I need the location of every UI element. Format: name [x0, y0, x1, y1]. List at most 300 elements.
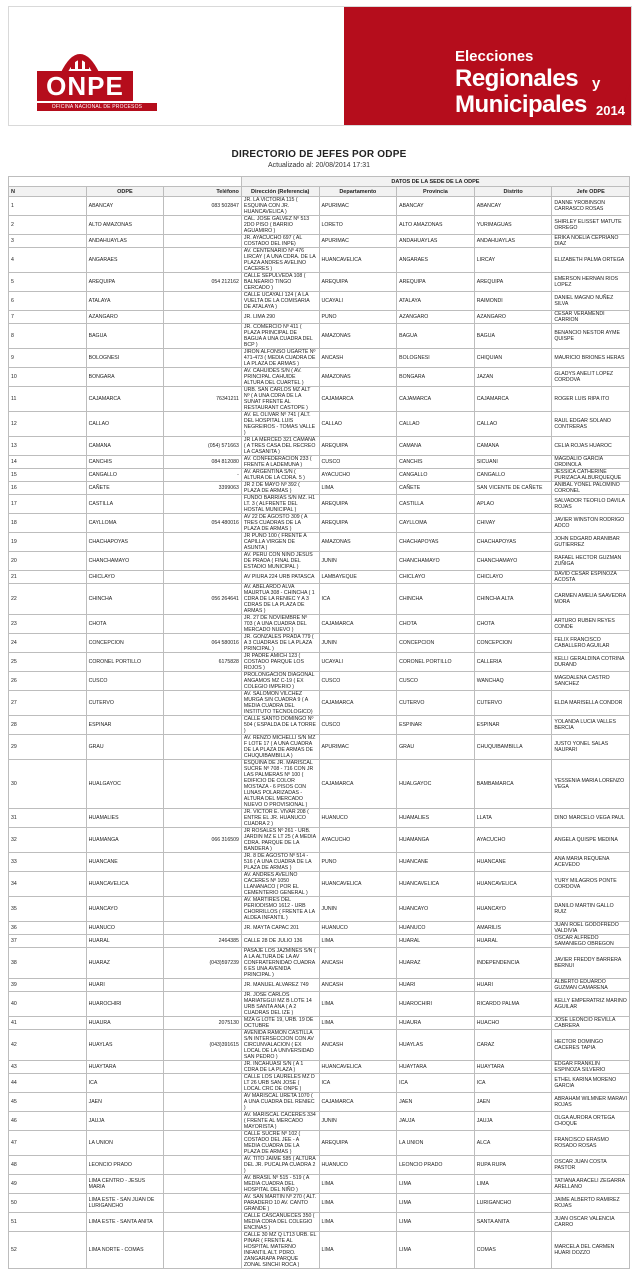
table-row: [9, 514, 630, 533]
cell-address: AV 22 DE AGOSTO 309 ( A TRES CUADRAS DE LA PLAZA DE ARMAS ): [241, 514, 319, 533]
cell-address: JR. JOSE CARLOS MARIATEGUI MZ B LOTE 14 URB SANTA ANA ( A 2 CUADRAS DEL IZE ): [241, 992, 319, 1017]
cell-chief-name: JAIME ALBERTO RAMIREZ ROJAS: [552, 1194, 630, 1213]
cell-odpe-name: HUARI: [86, 979, 164, 992]
cell-department: CAJAMARCA: [319, 691, 397, 716]
table-row: [9, 292, 630, 311]
cell-department: AMAZONAS: [319, 324, 397, 349]
cell-department: UCAYALI: [319, 653, 397, 672]
cell-chief-name: ELIZABETH PALMA ORTEGA: [552, 248, 630, 273]
cell-row-number: 6: [9, 292, 87, 311]
elections-title-y: y: [592, 75, 601, 92]
cell-odpe-name: CASTILLA: [86, 495, 164, 514]
column-header-phone: Teléfono: [164, 187, 242, 197]
cell-department: LIMA: [319, 1194, 397, 1213]
table-row: [9, 1175, 630, 1194]
cell-phone: [164, 292, 242, 311]
cell-department: HUANCAVELICA: [319, 1061, 397, 1074]
cell-phone: [164, 922, 242, 935]
table-row: [9, 368, 630, 387]
cell-phone: [164, 1213, 242, 1232]
cell-address: CALLE LOS LAURELES MZ D LT 26 URB SAN JOSE ( LOCAL CRC DE ONPE ): [241, 1074, 319, 1093]
table-row: [9, 437, 630, 456]
cell-address: JR. INCAHUASI S/N ( A 1 CDRA DE LA PLAZA ): [241, 1061, 319, 1074]
cell-department: CUSCO: [319, 716, 397, 735]
cell-chief-name: DINO MARCELO VEGA PAUL: [552, 809, 630, 828]
header-banner: [8, 6, 632, 126]
cell-province: LEONCIO PRADO: [397, 1156, 475, 1175]
cell-address: CALLE SANTO DOMINGO Nº 504 ( ESPALDA DE LA TORRE ): [241, 716, 319, 735]
cell-chief-name: CELIA ROJAS HUAROC: [552, 437, 630, 456]
table-row: [9, 1017, 630, 1030]
onpe-logo-text: ONPE: [46, 71, 124, 101]
cell-address: JR 2 DE MAYO Nº 392 ( PLAZA DE ARMAS ): [241, 482, 319, 495]
cell-province: CHOTA: [397, 615, 475, 634]
cell-department: HUANUCO: [319, 809, 397, 828]
cell-department: JUNIN: [319, 897, 397, 922]
cell-row-number: 40: [9, 992, 87, 1017]
table-row: [9, 979, 630, 992]
cell-department: CALLAO: [319, 412, 397, 437]
cell-department: APURIMAC: [319, 197, 397, 216]
cell-chief-name: DANIEL MAGNO NUÑEZ SILVA: [552, 292, 630, 311]
cell-row-number: 52: [9, 1232, 87, 1269]
cell-district: SICUANI: [474, 456, 552, 469]
cell-row-number: 24: [9, 634, 87, 653]
cell-phone: [164, 716, 242, 735]
cell-address: CALLE CASCANUECES 350 ( MEDIA CDRA DEL COLEGIO ENCINAS ): [241, 1213, 319, 1232]
cell-odpe-name: HUANCANE: [86, 853, 164, 872]
table-row: [9, 634, 630, 653]
table-row: [9, 935, 630, 948]
cell-chief-name: JUAN OSCAR VALENCIA CARRO: [552, 1213, 630, 1232]
cell-chief-name: ANIBAL YONEL PALOMINO CORONEL: [552, 482, 630, 495]
table-row: [9, 469, 630, 482]
cell-district: CHICLAYO: [474, 571, 552, 584]
cell-row-number: 10: [9, 368, 87, 387]
cell-department: LIMA: [319, 1175, 397, 1194]
table-row: [9, 571, 630, 584]
cell-department: JUNIN: [319, 552, 397, 571]
table-row: [9, 495, 630, 514]
cell-province: HUANCAYO: [397, 897, 475, 922]
cell-odpe-name: HUARAL: [86, 935, 164, 948]
cell-chief-name: ARTURO RUBEN REYES CONDE: [552, 615, 630, 634]
table-row: [9, 273, 630, 292]
cell-address: AV MARISCAL URETA 1070 ( A UNA CUADRA DEL RENIEC ): [241, 1093, 319, 1112]
cell-phone: 76341211: [164, 387, 242, 412]
cell-province: BOLOGNESI: [397, 349, 475, 368]
cell-chief-name: KELLY EMPERATRIZ MARINO AGUILAR: [552, 992, 630, 1017]
cell-province: CHICLAYO: [397, 571, 475, 584]
cell-chief-name: MAGDALIO GARCIA ORDINOLA: [552, 456, 630, 469]
cell-phone: [164, 552, 242, 571]
cell-province: HUAURA: [397, 1017, 475, 1030]
cell-phone: [164, 735, 242, 760]
cell-chief-name: BENANCIO NESTOR AYME QUISPE: [552, 324, 630, 349]
table-row: [9, 235, 630, 248]
cell-district: HUACHO: [474, 1017, 552, 1030]
cell-odpe-name: CHICLAYO: [86, 571, 164, 584]
cell-chief-name: DANNE YROBINSON CARRASCO ROSAS: [552, 197, 630, 216]
document-title: DIRECTORIO DE JEFES POR ODPE: [231, 149, 407, 160]
section-spacer-left: [9, 177, 242, 187]
cell-chief-name: SHIRLEY ELISSET MATUTE ORREGO: [552, 216, 630, 235]
cell-province: LIMA: [397, 1194, 475, 1213]
cell-row-number: 2: [9, 216, 87, 235]
cell-province: CORONEL PORTILLO: [397, 653, 475, 672]
table-row: [9, 216, 630, 235]
table-row: [9, 922, 630, 935]
cell-phone: [164, 1194, 242, 1213]
table-row: [9, 1213, 630, 1232]
cell-address: JR. COMERCIO Nº 411 ( PLAZA PRINCIPAL DE BAGUA A UNA CUADRA DEL BCP ): [241, 324, 319, 349]
cell-department: HUANCAVELICA: [319, 872, 397, 897]
cell-address: JR. 8 DE AGOSTO Nº 514 - 516 ( A UNA CUADRA DE LA PLAZA DE ARMAS ): [241, 853, 319, 872]
cell-address: ESQUINA DE JR. MARISCAL SUCRE Nº 708 - 716 CON JR LAS PALMERAS Nº 100 ( EDIFICIO DE COLOR MOSTAZA - 6 PISOS CON LUNAS POLARIZADAS - ALTURA DEL MERCADO NUEVO O PROVISIONAL ): [241, 760, 319, 809]
table-row: [9, 311, 630, 324]
cell-row-number: 30: [9, 760, 87, 809]
cell-odpe-name: CAJAMARCA: [86, 387, 164, 412]
cell-department: HUANUCO: [319, 1156, 397, 1175]
cell-row-number: 14: [9, 456, 87, 469]
table-row: [9, 1074, 630, 1093]
cell-phone: 083 502847: [164, 197, 242, 216]
cell-province: HUANCANE: [397, 853, 475, 872]
cell-department: PUNO: [319, 853, 397, 872]
cell-address: JR. MANUEL ALVAREZ 749: [241, 979, 319, 992]
section-header-row: [9, 177, 630, 187]
cell-province: LA UNION: [397, 1131, 475, 1156]
cell-district: CHINCHA ALTA: [474, 584, 552, 615]
cell-chief-name: ELDA MARISELLA CONDOR: [552, 691, 630, 716]
cell-department: ANCASH: [319, 979, 397, 992]
cell-province: HUARAL: [397, 935, 475, 948]
cell-odpe-name: GRAU: [86, 735, 164, 760]
cell-address: AV. CAHUIDES S/N ( AV. PRINCIPAL CAHUIDE ALTURA DEL CUARTEL ): [241, 368, 319, 387]
cell-odpe-name: CONCEPCION: [86, 634, 164, 653]
cell-district: ANDAHUAYLAS: [474, 235, 552, 248]
table-row: [9, 615, 630, 634]
cell-chief-name: JAVIER FREDDY BARRERA BERNUI: [552, 948, 630, 979]
table-row: [9, 735, 630, 760]
cell-department: CAJAMARCA: [319, 760, 397, 809]
cell-phone: [164, 809, 242, 828]
cell-odpe-name: HUAMANGA: [86, 828, 164, 853]
cell-row-number: 48: [9, 1156, 87, 1175]
cell-phone: [164, 1131, 242, 1156]
cell-province: JAEN: [397, 1093, 475, 1112]
cell-district: ALCA: [474, 1131, 552, 1156]
cell-chief-name: KELLI GERALDINA COTRINA DURAND: [552, 653, 630, 672]
cell-odpe-name: BAGUA: [86, 324, 164, 349]
cell-row-number: 38: [9, 948, 87, 979]
cell-row-number: 16: [9, 482, 87, 495]
cell-row-number: 9: [9, 349, 87, 368]
cell-row-number: 8: [9, 324, 87, 349]
table-row: [9, 197, 630, 216]
cell-address: AV. ARGENTINA S/N ( ALTURA DE LA CDRA. 5 ): [241, 469, 319, 482]
cell-phone: [164, 615, 242, 634]
cell-address: AV. CENTENARIO Nº 476 LIRCAY ( A UNA CDRA. DE LA PLAZA ANDRES AVELINO CACERES ): [241, 248, 319, 273]
cell-department: ANCASH: [319, 349, 397, 368]
cell-district: CHOTA: [474, 615, 552, 634]
cell-province: ATALAYA: [397, 292, 475, 311]
cell-department: ANCASH: [319, 948, 397, 979]
cell-district: CHIVAY: [474, 514, 552, 533]
cell-row-number: 32: [9, 828, 87, 853]
cell-row-number: 42: [9, 1030, 87, 1061]
cell-address: AV PIURA 224 URB PATASCA: [241, 571, 319, 584]
cell-chief-name: RAUL EDGAR SOLANO CONTRERAS: [552, 412, 630, 437]
cell-department: LIMA: [319, 1017, 397, 1030]
cell-row-number: 47: [9, 1131, 87, 1156]
cell-district: INDEPENDENCIA: [474, 948, 552, 979]
cell-odpe-name: AREQUIPA: [86, 273, 164, 292]
cell-province: ESPINAR: [397, 716, 475, 735]
cell-chief-name: JESSICA CATHERINE PURIZACA ALBURQUEQUE: [552, 469, 630, 482]
onpe-logo-subtitle: OFICINA NACIONAL DE PROCESOS ELECTORALES: [37, 103, 157, 111]
cell-address: AV. EL OLIVAR Nº 741 ( ALT. DEL HOSPITAL LUIS NEGREIROS - TOMAS VALLE ): [241, 412, 319, 437]
cell-district: RAIMONDI: [474, 292, 552, 311]
cell-district: RICARDO PALMA: [474, 992, 552, 1017]
cell-address: FUNDO BARRIAS S/N MZ. H1 LT. 3 ( ALFRENTE DEL HOSTAL MUNICIPAL ): [241, 495, 319, 514]
cell-province: HUAYTARA: [397, 1061, 475, 1074]
cell-department: CAJAMARCA: [319, 615, 397, 634]
cell-odpe-name: CANCHIS: [86, 456, 164, 469]
table-row: [9, 897, 630, 922]
table-row: [9, 992, 630, 1017]
cell-department: HUANUCO: [319, 922, 397, 935]
cell-phone: [164, 311, 242, 324]
cell-row-number: 27: [9, 691, 87, 716]
table-row: [9, 853, 630, 872]
cell-phone: [164, 760, 242, 809]
banner-left-panel: [9, 7, 344, 125]
cell-phone: [164, 1175, 242, 1194]
cell-chief-name: EMERSON HERNAN RIOS LOPEZ: [552, 273, 630, 292]
cell-address: JR ROSALES Nº 261 - URB. JARDIN MZ E LT 25 ( A MEDIA CDRA. PARQUE DE LA BANDERA ): [241, 828, 319, 853]
cell-chief-name: JOSE LEONCIO REVILLA CABRERA: [552, 1017, 630, 1030]
cell-row-number: 5: [9, 273, 87, 292]
cell-address: AV. ABELARDO ALVA MAURTUA 308 - CHINCHA ( 1 CDRA DE LA RENIEC Y A 3 CDRAS DE LA PLAZA DE ARMAS ): [241, 584, 319, 615]
cell-district: CAMANA: [474, 437, 552, 456]
cell-chief-name: HECTOR DOMINGO CACERES TAPIA: [552, 1030, 630, 1061]
cell-department: AREQUIPA: [319, 514, 397, 533]
cell-district: BAMBAMARCA: [474, 760, 552, 809]
column-header-chief-name: Jefe ODPE: [552, 187, 630, 197]
cell-province: BONGARA: [397, 368, 475, 387]
cell-address: PROLONGACION DIAGONAL ANGAMOS MZ C-19 ( EX COLEGIO IMPERIO ): [241, 672, 319, 691]
cell-row-number: 43: [9, 1061, 87, 1074]
cell-row-number: 37: [9, 935, 87, 948]
cell-chief-name: CARMEN AMELIA SAAVEDRA MORA: [552, 584, 630, 615]
cell-department: LIMA: [319, 992, 397, 1017]
cell-address: CALLE UCAYALI 124 ( A LA VUELTA DE LA COMISARIA DE ATALAYA ): [241, 292, 319, 311]
table-row: [9, 716, 630, 735]
cell-chief-name: GLADYS ANELIT LOPEZ CORDOVA: [552, 368, 630, 387]
table-row: [9, 349, 630, 368]
cell-address: AV. MARISCAL CACERES 334 ( FRENTE AL MERCADO MAYORISTA ): [241, 1112, 319, 1131]
cell-province: CAMANA: [397, 437, 475, 456]
cell-phone: [164, 235, 242, 248]
cell-row-number: 50: [9, 1194, 87, 1213]
cell-odpe-name: BOLOGNESI: [86, 349, 164, 368]
cell-row-number: 15: [9, 469, 87, 482]
cell-phone: [164, 368, 242, 387]
cell-row-number: 21: [9, 571, 87, 584]
cell-department: CUSCO: [319, 456, 397, 469]
cell-odpe-name: CAYLLOMA: [86, 514, 164, 533]
cell-phone: (043)391615: [164, 1030, 242, 1061]
cell-phone: [164, 979, 242, 992]
cell-row-number: 19: [9, 533, 87, 552]
cell-department: AREQUIPA: [319, 437, 397, 456]
cell-odpe-name: CAÑETE: [86, 482, 164, 495]
cell-odpe-name: JAUJA: [86, 1112, 164, 1131]
table-row: [9, 1156, 630, 1175]
table-row: [9, 872, 630, 897]
cell-odpe-name: ATALAYA: [86, 292, 164, 311]
cell-district: CALLERIA: [474, 653, 552, 672]
table-row: [9, 948, 630, 979]
column-header-row: [9, 187, 630, 197]
cell-row-number: 4: [9, 248, 87, 273]
cell-province: CAÑETE: [397, 482, 475, 495]
cell-district: SAN VICENTE DE CAÑETE: [474, 482, 552, 495]
table-row: [9, 691, 630, 716]
cell-district: JAEN: [474, 1093, 552, 1112]
cell-department: JUNIN: [319, 634, 397, 653]
cell-district: JAUJA: [474, 1112, 552, 1131]
column-header-district: Distrito: [474, 187, 552, 197]
cell-department: AREQUIPA: [319, 1131, 397, 1156]
cell-address: JR. LA VICTORIA 115 ( ESQUINA CON JR. HUANCAVELICA ): [241, 197, 319, 216]
elections-title-line1: Elecciones: [455, 48, 534, 65]
column-header-province: Provincia: [397, 187, 475, 197]
cell-row-number: 26: [9, 672, 87, 691]
column-header-address: Dirección (Referencia): [241, 187, 319, 197]
cell-department: APURIMAC: [319, 235, 397, 248]
cell-odpe-name: ALTO AMAZONAS: [86, 216, 164, 235]
cell-phone: [164, 853, 242, 872]
cell-address: AV. SAN MARTIN Nº 270 ( ALT. PARADERO 10 AV. CANTO GRANDE ): [241, 1194, 319, 1213]
cell-chief-name: ANGELA QUISPE MEDINA: [552, 828, 630, 853]
table-row: [9, 1061, 630, 1074]
cell-district: HUANCAVELICA: [474, 872, 552, 897]
table-row: [9, 809, 630, 828]
cell-department: LIMA: [319, 935, 397, 948]
cell-chief-name: YESSENIA MARIA LORENZO VEGA: [552, 760, 630, 809]
cell-province: AZANGARO: [397, 311, 475, 324]
cell-row-number: 22: [9, 584, 87, 615]
cell-address: JR. AYACUCHO 697 ( AL COSTADO DEL INPE): [241, 235, 319, 248]
table-row: [9, 324, 630, 349]
table-row: [9, 1232, 630, 1269]
cell-odpe-name: JAEN: [86, 1093, 164, 1112]
cell-phone: 2464385: [164, 935, 242, 948]
cell-row-number: 39: [9, 979, 87, 992]
cell-chief-name: MAURICIO BRIONES HERAS: [552, 349, 630, 368]
cell-chief-name: YURY MILAGROS PONTE CORDOVA: [552, 872, 630, 897]
cell-district: WANCHAQ: [474, 672, 552, 691]
cell-odpe-name: ANGARAES: [86, 248, 164, 273]
cell-address: JR. LIMA 290: [241, 311, 319, 324]
odpe-directory-table: [8, 176, 630, 1269]
table-row: [9, 482, 630, 495]
cell-odpe-name: CHOTA: [86, 615, 164, 634]
elections-title-line2: Regionales: [455, 65, 579, 92]
cell-phone: [164, 1112, 242, 1131]
elections-title-line3: Municipales: [455, 91, 587, 118]
cell-district: JAZAN: [474, 368, 552, 387]
column-header-odpe-name: ODPE: [86, 187, 164, 197]
cell-phone: 3399063: [164, 482, 242, 495]
cell-odpe-name: CAMANA: [86, 437, 164, 456]
cell-district: AMARILIS: [474, 922, 552, 935]
table-row: [9, 1093, 630, 1112]
cell-row-number: 41: [9, 1017, 87, 1030]
cell-odpe-name: CHINCHA: [86, 584, 164, 615]
cell-province: CALLAO: [397, 412, 475, 437]
cell-district: AZANGARO: [474, 311, 552, 324]
cell-district: BAGUA: [474, 324, 552, 349]
cell-row-number: 49: [9, 1175, 87, 1194]
column-header-department: Departamento: [319, 187, 397, 197]
cell-chief-name: TATIANA ARACELI ZEGARRA ARELLANO: [552, 1175, 630, 1194]
cell-province: ANGARAES: [397, 248, 475, 273]
cell-province: ICA: [397, 1074, 475, 1093]
cell-odpe-name: LIMA CENTRO - JESUS MARIA: [86, 1175, 164, 1194]
cell-department: LORETO: [319, 216, 397, 235]
table-row: [9, 1131, 630, 1156]
cell-odpe-name: AZANGARO: [86, 311, 164, 324]
cell-odpe-name: CUSCO: [86, 672, 164, 691]
cell-province: ABANCAY: [397, 197, 475, 216]
cell-chief-name: FELIX FRANCISCO CABALLERO AGUILAR: [552, 634, 630, 653]
cell-district: CANGALLO: [474, 469, 552, 482]
cell-phone: 066 316509: [164, 828, 242, 853]
cell-district: LIRCAY: [474, 248, 552, 273]
cell-phone: [164, 1232, 242, 1269]
cell-address: JR LA MERCED 321 CAMANA ( A TRES CASA DEL RECREO LA CASANITA ): [241, 437, 319, 456]
cell-phone: 2075130: [164, 1017, 242, 1030]
cell-province: JAUJA: [397, 1112, 475, 1131]
cell-address: AV. ANDRES AVELINO CACERES Nº 1050 LLANANACO ( POR EL CEMENTERIO GENERAL ): [241, 872, 319, 897]
cell-district: AREQUIPA: [474, 273, 552, 292]
cell-province: CAYLLOMA: [397, 514, 475, 533]
table-row: [9, 828, 630, 853]
cell-odpe-name: HUAROCHIRI: [86, 992, 164, 1017]
cell-province: HUANUCO: [397, 922, 475, 935]
cell-row-number: 12: [9, 412, 87, 437]
cell-chief-name: CESAR VERAMENDI CARRION: [552, 311, 630, 324]
table-row: [9, 672, 630, 691]
cell-department: CAJAMARCA: [319, 387, 397, 412]
cell-chief-name: YOLANDA LUCIA VALLES BERCIA: [552, 716, 630, 735]
cell-chief-name: ERIKA NOELIA CEPRIANO DIAZ: [552, 235, 630, 248]
cell-district: HUANCANE: [474, 853, 552, 872]
cell-district: APLAO: [474, 495, 552, 514]
cell-chief-name: OSCAR ALFREDO SAMANIEGO OBREGON: [552, 935, 630, 948]
cell-chief-name: FRANCISCO ERASMO ROSADO ROSAS: [552, 1131, 630, 1156]
cell-row-number: 11: [9, 387, 87, 412]
cell-district: HUARI: [474, 979, 552, 992]
cell-address: JR. VICTOR E. VIVAR 208 ( ENTRE EL JR. HUANUCO CUADRA 2 ): [241, 809, 319, 828]
cell-phone: [164, 571, 242, 584]
table-row: [9, 1194, 630, 1213]
cell-row-number: 1: [9, 197, 87, 216]
cell-address: AVENIDA RAMON CASTILLA S/N INTERSECCION CON AV CIRCUNVALACION ( EX LOCAL DE LA UNIVERSIDAD SAN PEDRO ): [241, 1030, 319, 1061]
